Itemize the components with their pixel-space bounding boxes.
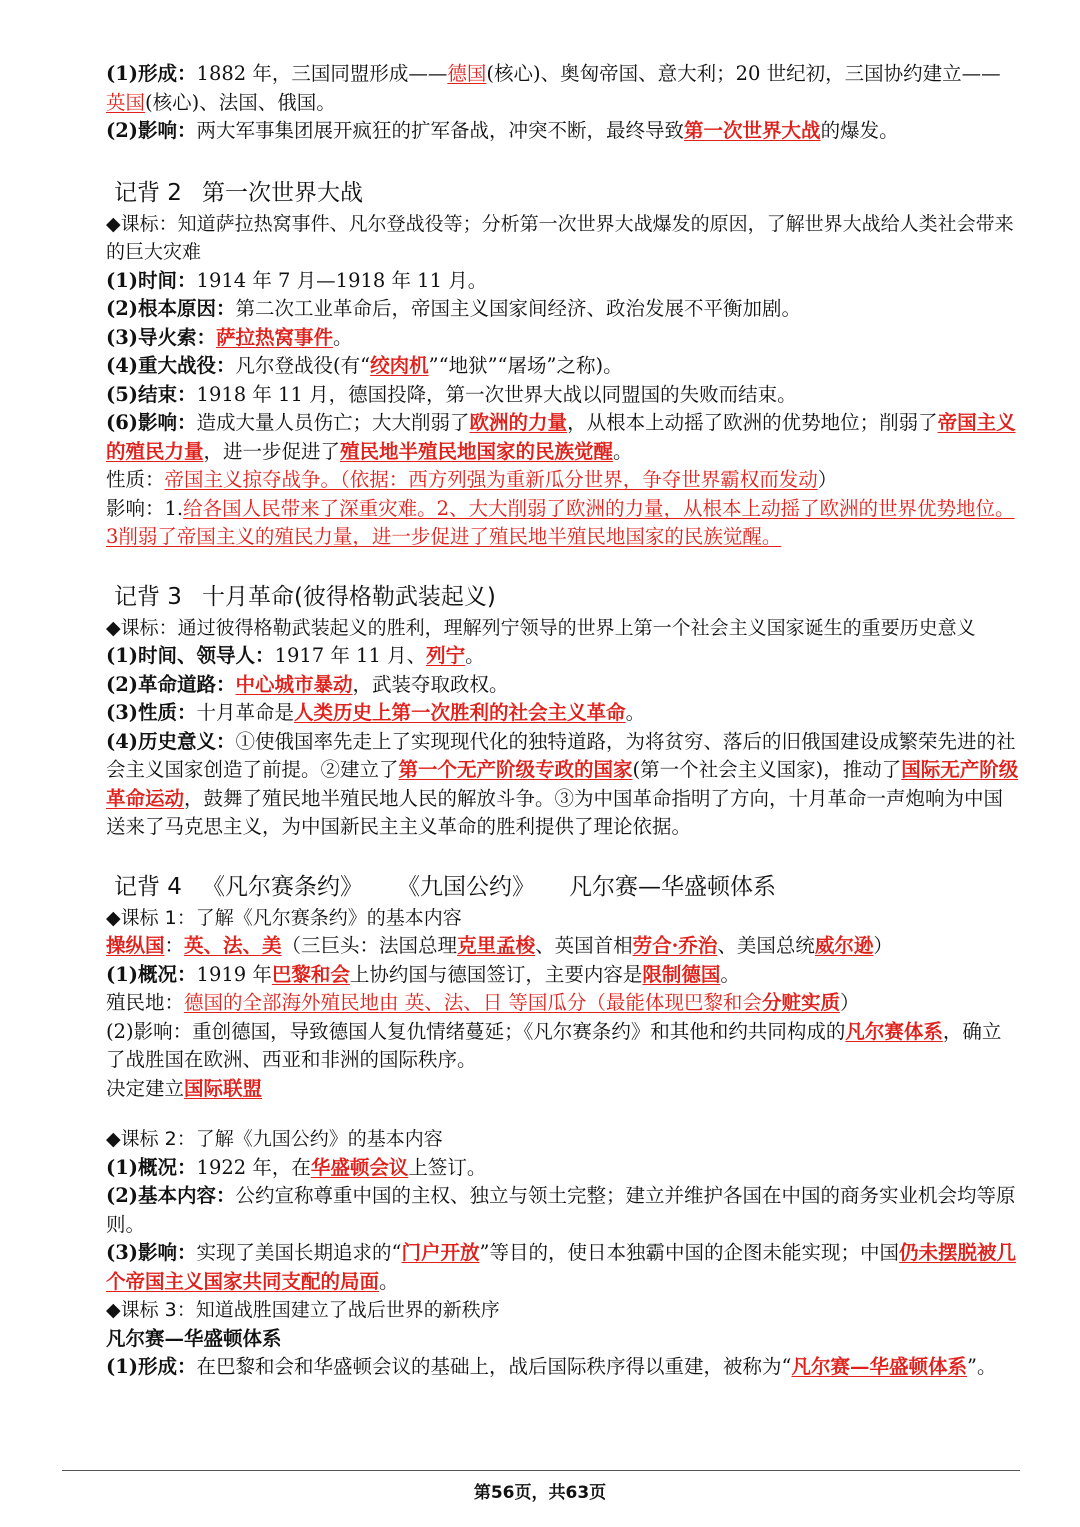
- section-3-heading: 记背 3 十月革命(彼得格勒武装起义): [114, 583, 496, 610]
- nine-power-standard: ◆课标 2：了解《九国公约》的基本内容: [106, 1128, 443, 1150]
- versailles-impact: (2)影响：重创德国，导致德国人复仇情绪蔓延；《凡尔赛条约》和其他和约共同构成的凡尔赛体系，确立了战胜国在欧洲、西亚和非洲的国际秩序。: [106, 1019, 1002, 1071]
- wwi-time: (1)时间：1914 年 7 月—1918 年 11 月。: [106, 268, 488, 292]
- page-number: 第56页，共63页: [473, 1483, 607, 1503]
- new-order-standard: ◆课标 3：知道战胜国建立了战后世界的新秩序: [106, 1299, 500, 1321]
- alliance-formation: (1)形成：1882 年，三国同盟形成——德国(核心)、奥匈帝国、意大利；20 世纪初，三国协约建立——英国(核心)、法国、俄国。: [106, 62, 1001, 114]
- wwi-battle: (4)重大战役：凡尔登战役(有“绞肉机”“地狱”“屠场”之称)。: [106, 354, 623, 377]
- october-nature: (3)性质：十月革命是人类历史上第一次胜利的社会主义革命。: [106, 701, 646, 724]
- nine-power-content: (2)基本内容：公约宣称尊重中国的主权、独立与领土完整；建立并维护各国在中国的商务实业机会均等原则。: [106, 1184, 1016, 1236]
- section-2-heading: 记背 2 第一次世界大战: [114, 179, 363, 206]
- wwi-end: (5)结束：1918 年 11 月，德国投降，第一次世界大战以同盟国的失败而结束。: [106, 382, 797, 406]
- page-content: [62, 60, 1020, 1382]
- october-standard: ◆课标：通过彼得格勒武装起义的胜利，理解列宁领导的世界上第一个社会主义国家诞生的重要历史意义: [106, 616, 976, 639]
- wwi-nature: 性质：帝国主义掠夺战争。（依据：西方列强为重新瓜分世界，争夺世界霸权而发动）: [106, 468, 838, 491]
- wwi-effect: 影响：1.给各国人民带来了深重灾难。2、大大削弱了欧洲的力量，从根本上动摇了欧洲的世界优势地位。3削弱了帝国主义的殖民力量，进一步促进了殖民地半殖民地国家的民族觉醒。: [106, 496, 1015, 548]
- section-4-heading: 记背 4 《凡尔赛条约》 《九国公约》 凡尔赛—华盛顿体系: [114, 873, 776, 900]
- system-title: 凡尔赛—华盛顿体系: [106, 1326, 282, 1350]
- nine-power-overview: (1)概况：1922 年，在华盛顿会议上签订。: [106, 1155, 487, 1179]
- versailles-colonies: 殖民地：德国的全部海外殖民地由 英、法、日 等国瓜分（最能体现巴黎和会分赃实质）: [106, 991, 860, 1014]
- versailles-overview: (1)概况：1919 年巴黎和会上协约国与德国签订，主要内容是限制德国。: [106, 962, 740, 986]
- alliance-impact: (2)影响：两大军事集团展开疯狂的扩军备战，冲突不断，最终导致第一次世界大战的爆发。: [106, 119, 899, 142]
- wwi-cause: (2)根本原因：第二次工业革命后，帝国主义国家间经济、政治发展不平衡加剧。: [106, 297, 802, 320]
- system-formation: (1)形成：在巴黎和会和华盛顿会议的基础上，战后国际秩序得以重建，被称为“凡尔赛—华盛顿体系”。: [106, 1355, 997, 1378]
- versailles-league: 决定建立国际联盟: [106, 1076, 263, 1100]
- wwi-standard: ◆课标：知道萨拉热窝事件、凡尔登战役等；分析第一次世界大战爆发的原因，了解世界大战给人类社会带来的巨大灾难: [106, 212, 1014, 263]
- october-significance: (4)历史意义：①使俄国率先走上了实现现代化的独特道路，为将贫穷、落后的旧俄国建设成繁荣先进的社会主义国家创造了前提。②建立了第一个无产阶级专政的国家(第一个社会主义国家)，推动了国际无产阶级革命运动，鼓舞了殖民地半殖民地人民的解放斗争。③为中国革命指明了方向，十月革命一声炮响为中国送来了马克思主义，为中国新民主主义革命的胜利提供了理论依据。: [106, 729, 1019, 838]
- footer-divider: [62, 1470, 1020, 1471]
- nine-power-impact: (3)影响：实现了美国长期追求的“门户开放”等目的，使日本独霸中国的企图未能实现；中国仍未摆脱被几个帝国主义国家共同支配的局面。: [106, 1241, 1017, 1293]
- versailles-controllers: 操纵国：英、法、美（三巨头：法国总理克里孟梭、英国首相劳合·乔治、美国总统威尔逊）: [106, 934, 893, 957]
- october-time: (1)时间、领导人：1917 年 11 月、列宁。: [106, 644, 485, 667]
- wwi-fuse: (3)导火索：萨拉热窝事件。: [106, 325, 353, 349]
- versailles-standard: ◆课标 1：了解《凡尔赛条约》的基本内容: [106, 906, 462, 929]
- wwi-impact: (6)影响：造成大量人员伤亡；大大削弱了欧洲的力量，从根本上动摇了欧洲的优势地位；削弱了帝国主义的殖民力量，进一步促进了殖民地半殖民地国家的民族觉醒。: [106, 411, 1016, 463]
- october-road: (2)革命道路：中心城市暴动，武装夺取政权。: [106, 672, 509, 696]
